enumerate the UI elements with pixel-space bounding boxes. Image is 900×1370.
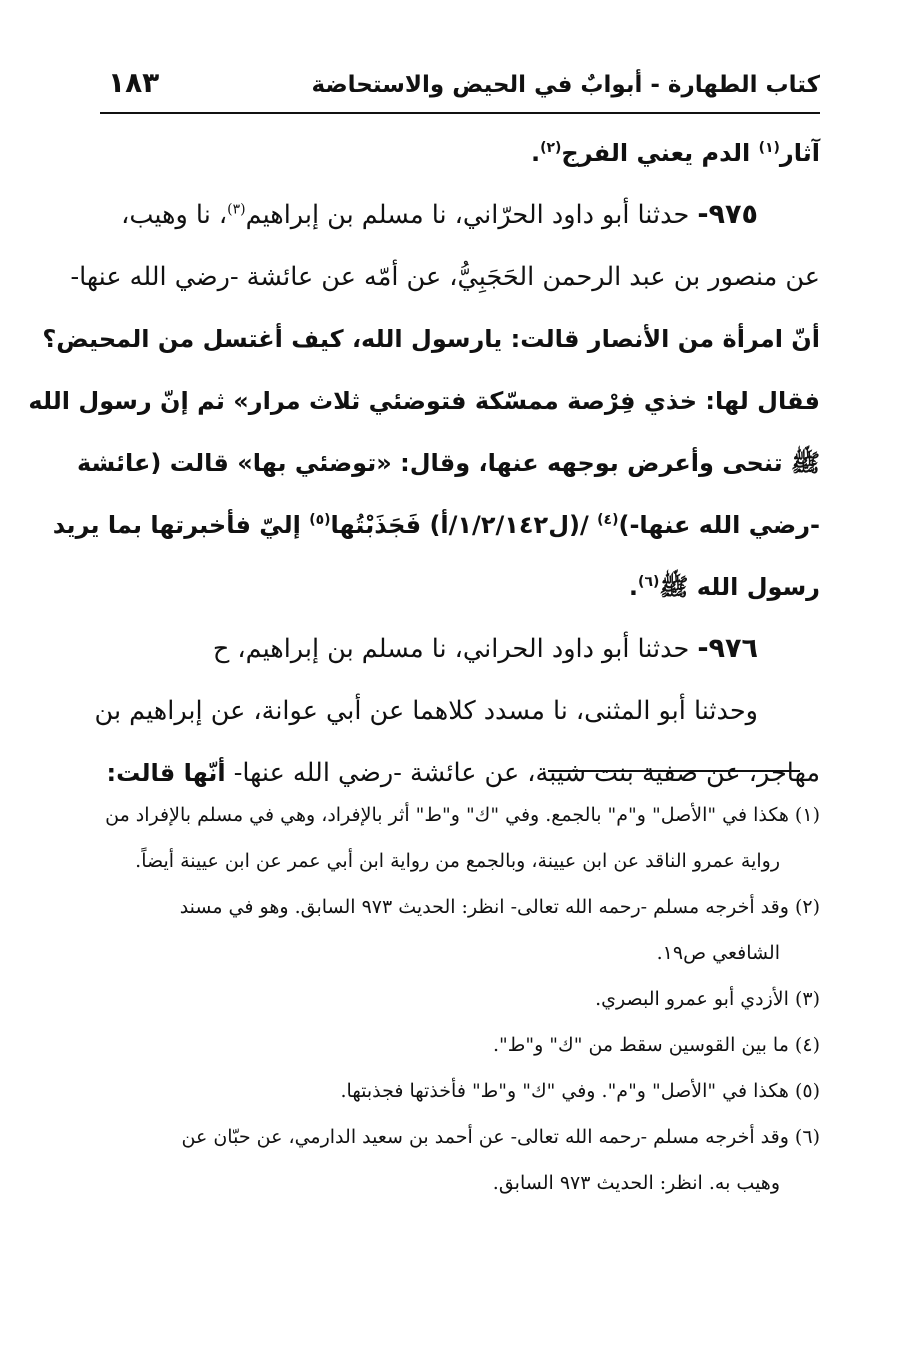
main-text (28, 122, 820, 804)
footnote-4: (٤) ما بين القوسين سقط من "ك" و"ط". (492, 1034, 820, 1056)
text-segment: . (530, 139, 541, 167)
footnote-ref-4: (٤) (597, 512, 619, 528)
footnote-ref-6: (٦) (638, 574, 660, 590)
header-title: كتاب الطهارة - أبوابٌ في الحيض والاستحاضة (311, 72, 820, 98)
footnote-1-continued: رواية عمرو الناقد عن ابن عيينة، وبالجمع من رواية ابن أبي عمر عن ابن عيينة أيضاً. (135, 850, 780, 872)
text-line-10: وحدثنا أبو المثنى، نا مسدد كلاهما عن أبي عوانة، عن إبراهيم بن (94, 696, 758, 726)
text-segment: -رضي الله عنها-) (618, 511, 820, 539)
text-segment: . (628, 573, 639, 601)
footnote-ref-3: (٣) (227, 201, 246, 218)
hadith-number-975: ٩٧٥- (697, 199, 758, 230)
text-segment: رسول الله ﷺ (659, 573, 820, 601)
hadith-number-976: ٩٧٦- (697, 633, 758, 664)
text-segment: /(ل١/٢/١٤٢/أ) فَجَذَبْتُها (330, 511, 598, 539)
footnote-divider (548, 770, 800, 772)
text-segment: الدم يعني الفرج (561, 139, 759, 167)
text-line-8 (100, 556, 820, 618)
text-line-1 (100, 122, 820, 184)
text-line-7 (52, 494, 820, 556)
footnote-ref-1: (١) (758, 140, 780, 156)
page-number: ١٨٣ (108, 66, 160, 99)
text-segment: ، نا وهيب، (121, 200, 228, 230)
footnote-2: (٢) وقد أخرجه مسلم -رحمه الله تعالى- انظر: الحديث ٩٧٣ السابق. وهو في مسند (179, 896, 820, 918)
text-segment: حدثنا أبو داود الحراني، نا مسلم بن إبراهيم، ح (212, 634, 698, 664)
text-segment: حدثنا أبو داود الحرّاني، نا مسلم بن إبراهيم (245, 200, 698, 230)
footnote-ref-5: (٥) (309, 512, 331, 528)
running-header (100, 66, 820, 114)
hadith-975-line-1 (100, 184, 820, 246)
text-segment: مهاجر، عن صفية بنت شيبة، عن عائشة -رضي الله عنها- (225, 758, 820, 788)
footnote-6-continued: وهيب به. انظر: الحديث ٩٧٣ السابق. (492, 1172, 780, 1194)
footnote-ref-2: (٢) (540, 140, 562, 156)
text-line-5: فقال لها: خذي فِرْصة ممسّكة فتوضئي ثلاث مرار» ثم إنّ رسول الله (28, 387, 820, 415)
footnotes (100, 792, 820, 1206)
text-segment-bold: أنّها قالت: (106, 759, 226, 787)
text-line-4: أنّ امرأة من الأنصار قالت: يارسول الله، كيف أغتسل من المحيض؟ (42, 325, 820, 353)
footnote-1: (١) هكذا في "الأصل" و"م" بالجمع. وفي "ك" و"ط" أثر بالإفراد، وهي في مسلم بالإفراد من (105, 804, 820, 826)
text-line-3: عن منصور بن عبد الرحمن الحَجَبِيُّ، عن أمّه عن عائشة -رضي الله عنها- (70, 262, 820, 292)
text-line-6: ﷺ تنحى وأعرض بوجهه عنها، وقال: «توضئي بها» قالت (عائشة (76, 449, 820, 477)
text-segment: إليّ فأخبرتها بما يريد (52, 511, 310, 539)
text-segment: آثار (779, 139, 820, 167)
footnote-6: (٦) وقد أخرجه مسلم -رحمه الله تعالى- عن أحمد بن سعيد الدارمي، عن حبّان عن (181, 1126, 820, 1148)
footnote-5: (٥) هكذا في "الأصل" و"م". وفي "ك" و"ط" فأخذتها فجذبتها. (340, 1080, 820, 1102)
hadith-976-line-1 (100, 618, 820, 680)
footnote-3: (٣) الأزدي أبو عمرو البصري. (595, 988, 820, 1010)
footnote-2-continued: الشافعي ص١٩. (656, 942, 780, 964)
